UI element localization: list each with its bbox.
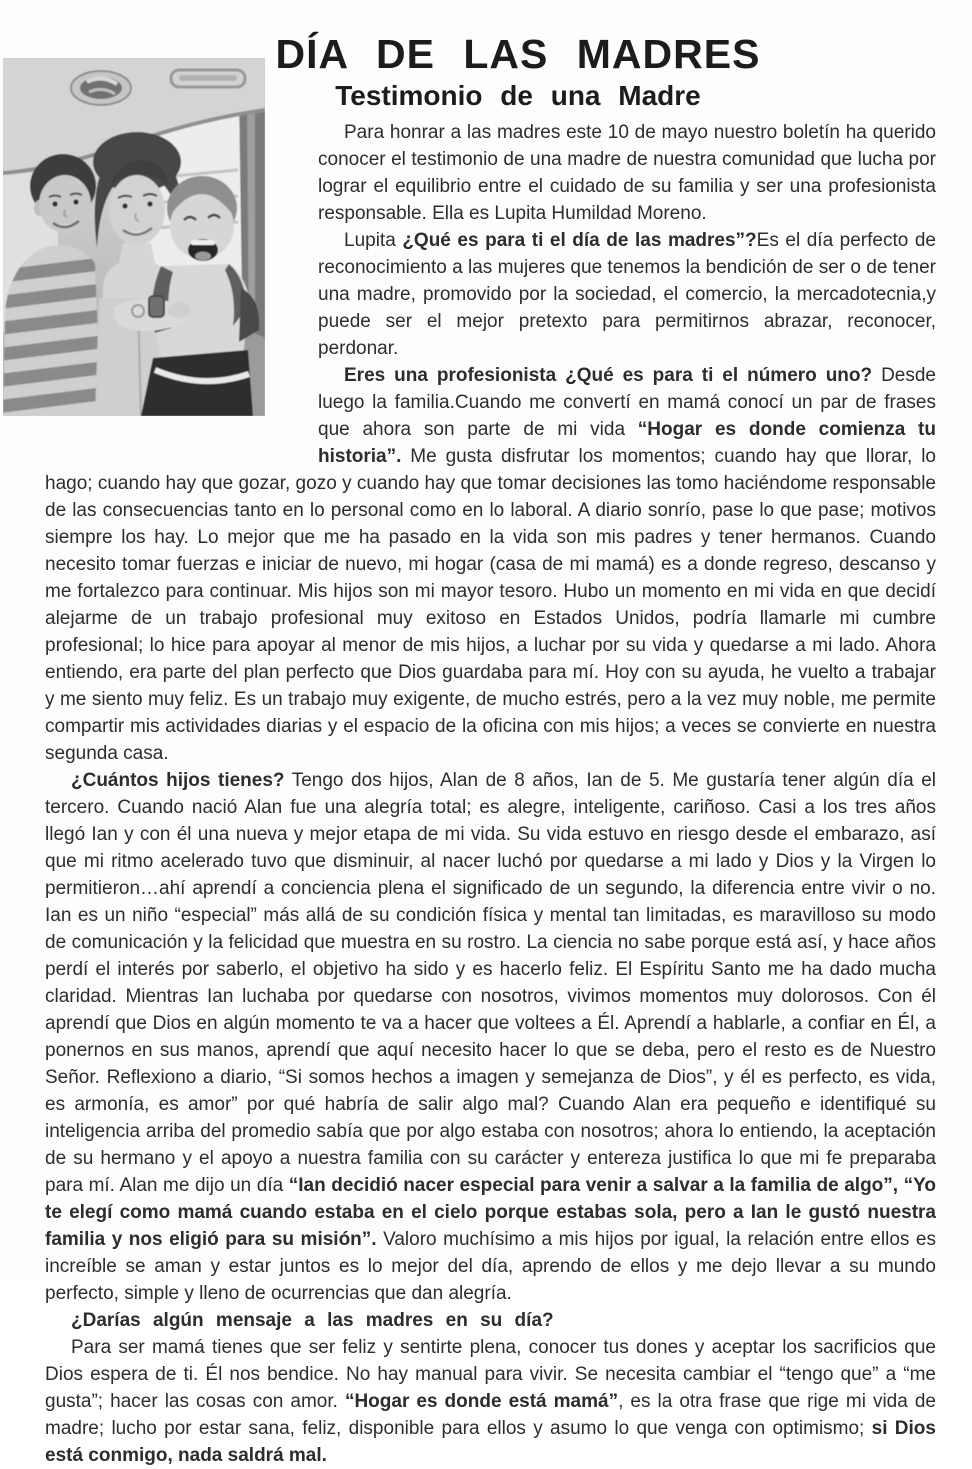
paragraph-4 [45, 767, 936, 1307]
paragraph-6 [45, 1334, 936, 1469]
bold-text-segment: Eres una profesionista ¿Qué es para ti el número uno? [344, 365, 873, 386]
bold-text-segment: “Hogar es donde está mamá” [344, 1391, 619, 1412]
bold-text-segment: ¿Darías algún mensaje a las madres en su día? [71, 1310, 554, 1331]
text-segment: Valoro muchísimo a mis hijos por igual, la relación entre ellos es increíble se aman y estar juntos es lo mejor del día, aprendo de ellos y me dejo llevar a su mundo perfecto, simple y lleno de ocurrencias que dan alegría. [45, 1229, 936, 1304]
text-segment: Desde luego la familia.Cuando me convertí en mamá conocí un par de frases que ahora son parte de mi vida [318, 365, 936, 440]
article-body [45, 119, 936, 1469]
page-subtitle: Testimonio de una Madre [335, 80, 701, 111]
text-segment: Me gusta disfrutar los momentos; cuando hay que llorar, lo hago; cuando hay que gozar, gozo y cuando hay que tomar decisiones las tomo haciéndome responsable de las consecuencias tanto en lo personal como en lo laboral. A diario sonrío, pase lo que pase; motivos siempre los hay. Lo mejor que me ha pasado en la vida son mis padres y tener hermanos. Cuando necesito tomar fuerzas e iniciar de nuevo, mi hogar (casa de mi mamá) es a donde regreso, descanso y me fortalezco para continuar. Mis hijos son mi mayor tesoro. Hubo un momento en mi vida en que decidí alejarme de un trabajo profesional muy exitoso en Estados Unidos, podría llamarle mi cumbre profesional; lo hice para apoyar al menor de mis hijos, a luchar por su vida y quedarse a mi lado. Ahora entiendo, era parte del plan perfecto que Dios guardaba para mí. Hoy con su ayuda, he vuelto a trabajar y me siento muy feliz. Es un trabajo muy exigente, de mucho estrés, pero a la vez muy noble, me permite compartir mis actividades diarias y el espacio de la oficina con mis hijos; a veces se convierte en nuestra segunda casa. [45, 446, 936, 764]
bold-text-segment: ¿Qué es para ti el día de las madres”? [402, 230, 757, 251]
bold-text-segment: “Hogar es donde comienza tu historia”. [318, 419, 936, 467]
text-segment: Para ser mamá tienes que ser feliz y sentirte plena, conocer tus dones y aceptar los sacrificios que Dios espera de ti. Él nos bendice. No hay manual para vivir. Se necesita cambiar el “tengo que” a “me gusta”; hacer las cosas con amor. [45, 1337, 936, 1412]
bold-text-segment: “Ian decidió nacer especial para venir a salvar a la familia de algo”, “Yo te elegí como mamá cuando estaba en el cielo porque estabas sola, pero a Ian le gustó nuestra familia y nos eligió para su misión”. [45, 1175, 936, 1250]
bold-text-segment: si Dios está conmigo, nada saldrá mal. [45, 1418, 936, 1466]
question-heading [45, 1307, 936, 1334]
photo-float-spacer [45, 119, 318, 449]
text-segment: Para honrar a las madres este 10 de mayo nuestro boletín ha querido conocer el testimonio de una madre de nuestra comunidad que lucha por lograr el equilibrio entre el cuidado de su familia y ser una profesionista responsable. Ella es Lupita Humildad Moreno. [318, 122, 936, 224]
text-segment: Es el día perfecto de reconocimiento a las mujeres que tenemos la bendición de ser o de tener una madre, promovido por la sociedad, el comercio, la mercadotecnia,y puede ser el mejor pretexto para permitirnos abrazar, reconocer, perdonar. [318, 230, 936, 359]
page-title: DÍA DE LAS MADRES [275, 31, 761, 77]
text-segment: Tengo dos hijos, Alan de 8 años, Ian de 5. Me gustaría tener algún día el tercero. Cuando nació Alan fue una alegría total; es alegre, inteligente, cariñoso. Casi a los tres años llegó Ian y con él una nueva y mejor etapa de mi vida. Su vida estuvo en riesgo desde el embarazo, así que mi ritmo acelerado tuvo que disminuir, al nacer luchó por quedarse a mi lado y Dios y la Virgen lo permitieron…ahí aprendí a conciencia plena el significado de un segundo, la diferencia entre vivir o no. Ian es un niño “especial” más allá de su condición física y mental tan limitadas, es maravilloso su modo de comunicación y la felicidad que muestra en su rostro. La ciencia no sabe porque está así, y hace años perdí el interés por saberlo, el objetivo ha sido y es hacerlo feliz. El Espíritu Santo me ha dado mucha claridad. Mientras Ian luchaba por quedarse con nosotros, vivimos momentos muy dolorosos. Con él aprendí que Dios en algún momento te va a hacer que voltees a Él. Aprendí a hablarle, a confiar en Él, a ponernos en sus manos, aprendí que aquí necesito hacer lo que se deba, pero el resto es de Nuestro Señor. Reflexiono a diario, “Si somos hechos a imagen y semejanza de Dios”, y él es perfecto, es vida, es armonía, es amor” por qué habría de salir algo mal? Cuando Alan era pequeño e identifiqué su inteligencia arriba del promedio sabía que por algo estaba con nosotros; ahora lo entiendo, la aceptación de su hermano y el apoyo a nuestra familia con su carácter y entereza justifica lo que mi fe preparaba para mí. Alan me dijo un día [45, 770, 936, 1196]
text-segment: Lupita [344, 230, 403, 251]
bold-text-segment: ¿Cuántos hijos tienes? [71, 770, 285, 791]
text-segment: , es la otra frase que rige mi vida de madre; lucho por estar sana, feliz, disponible para ellos y asumo lo que venga con optimismo; [45, 1391, 936, 1439]
article-header [45, 30, 936, 113]
page-content [45, 30, 936, 1469]
